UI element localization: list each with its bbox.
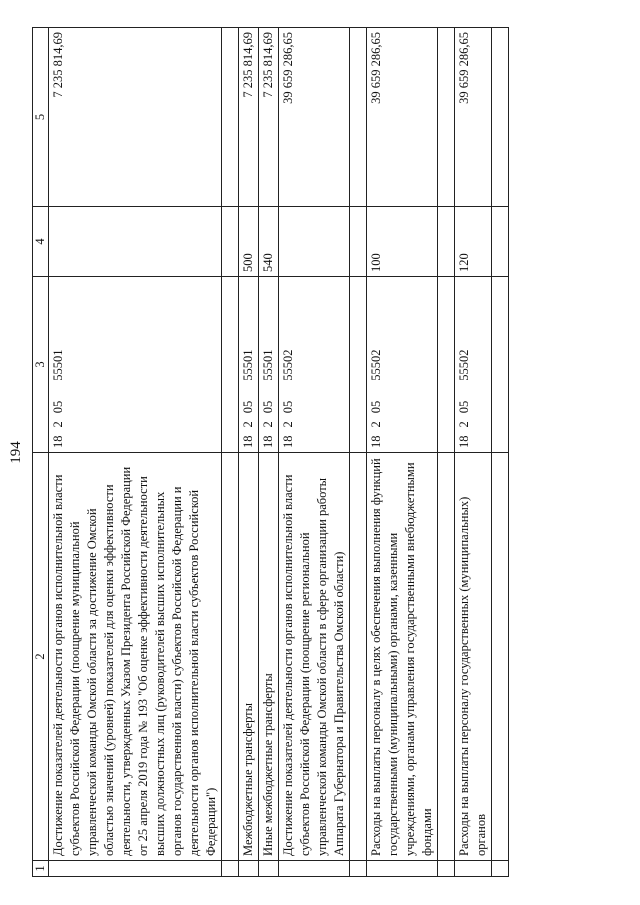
cell-name: Достижение показателей деятельности органов исполнительной власти субъектов Российской Федерации (поощрение муниципальной управленческой команды Омской области за достижение Омской областью значений (уровней) показателей для оценки эффективности деятельности, утвержденных Указом Президента Российской Федерации от 25 апреля 2019 года № 193 "Об оценке эффективности деятельности высших должностных лиц (руководителей высших исполнительных органов государственной власти) субъектов Российской Федерации и деятельности органов исполнительной власти субъектов Российской Федерации") [49, 453, 222, 861]
cell-amount: 39 659 286,65 [367, 28, 438, 207]
cell-num [259, 861, 279, 877]
header-col-3: 3 [33, 277, 49, 453]
table-row [367, 28, 438, 877]
cell-name: Расходы на выплаты персоналу государственных (муниципальных) органов [455, 453, 492, 861]
code-part: 18 [261, 435, 275, 448]
cell-kind: 120 [455, 207, 492, 277]
table-row [279, 28, 350, 877]
table-row [49, 28, 222, 877]
code-part: 2 [281, 421, 295, 428]
cell-num [49, 861, 222, 877]
cell-name: Межбюджетные трансферты [239, 453, 259, 861]
cell-amount: 39 659 286,65 [279, 28, 350, 207]
cell-amount: 7 235 814,69 [259, 28, 279, 207]
cell-kind: 100 [367, 207, 438, 277]
code-part: 18 [241, 435, 255, 448]
cell-kind: 500 [239, 207, 259, 277]
cell-code [239, 277, 259, 453]
cell-amount: 7 235 814,69 [49, 28, 222, 207]
code-part: 2 [51, 421, 65, 428]
code-part: 2 [457, 421, 471, 428]
code-part: 55502 [369, 349, 383, 381]
cell-code [279, 277, 350, 453]
table-row [259, 28, 279, 877]
page-number: 194 [8, 441, 24, 464]
cell-code [49, 277, 222, 453]
cell-code [259, 277, 279, 453]
code-part: 55501 [261, 349, 275, 381]
code-part: 2 [369, 421, 383, 428]
cell-num [455, 861, 492, 877]
header-col-1: 1 [33, 861, 49, 877]
code-part: 18 [281, 435, 295, 448]
table-spacer-row [438, 28, 455, 877]
cell-amount: 7 235 814,69 [239, 28, 259, 207]
cell-name: Расходы на выплаты персоналу в целях обеспечения выполнения функций государственными (муниципальными) органами, казенными учреждениями, органами управления государственными внебюджетными фондами [367, 453, 438, 861]
code-part: 05 [241, 400, 255, 414]
cell-amount: 39 659 286,65 [455, 28, 492, 207]
code-part: 18 [51, 435, 65, 448]
cell-name: Достижение показателей деятельности органов исполнительной власти субъектов Российской Федерации (поощрение региональной управленческой команды Омской области в сфере организации работы Аппарата Губернатора и Правительства Омской области) [279, 453, 350, 861]
table-row [455, 28, 492, 877]
header-row [33, 28, 49, 877]
table-spacer-row [222, 28, 239, 877]
cell-kind: 540 [259, 207, 279, 277]
cell-code [455, 277, 492, 453]
cell-num [239, 861, 259, 877]
code-part: 18 [457, 435, 471, 448]
code-part: 55501 [241, 349, 255, 381]
code-part: 18 [369, 435, 383, 448]
code-part: 2 [261, 421, 275, 428]
code-part: 05 [281, 400, 295, 414]
cell-name: Иные межбюджетные трансферты [259, 453, 279, 861]
cell-num [367, 861, 438, 877]
code-part: 05 [51, 400, 65, 414]
code-part: 55502 [457, 349, 471, 381]
cell-code [367, 277, 438, 453]
header-col-4: 4 [33, 207, 49, 277]
table-spacer-row [492, 28, 509, 877]
header-col-2: 2 [33, 453, 49, 861]
cell-kind [49, 207, 222, 277]
table-row [239, 28, 259, 877]
code-part: 2 [241, 421, 255, 428]
cell-num [279, 861, 350, 877]
code-part: 05 [457, 400, 471, 414]
header-col-5: 5 [33, 28, 49, 207]
cell-kind [279, 207, 350, 277]
code-part: 55501 [51, 349, 65, 381]
code-part: 05 [261, 400, 275, 414]
code-part: 55502 [281, 349, 295, 381]
table-spacer-row [350, 28, 367, 877]
budget-table [32, 27, 509, 877]
code-part: 05 [369, 400, 383, 414]
